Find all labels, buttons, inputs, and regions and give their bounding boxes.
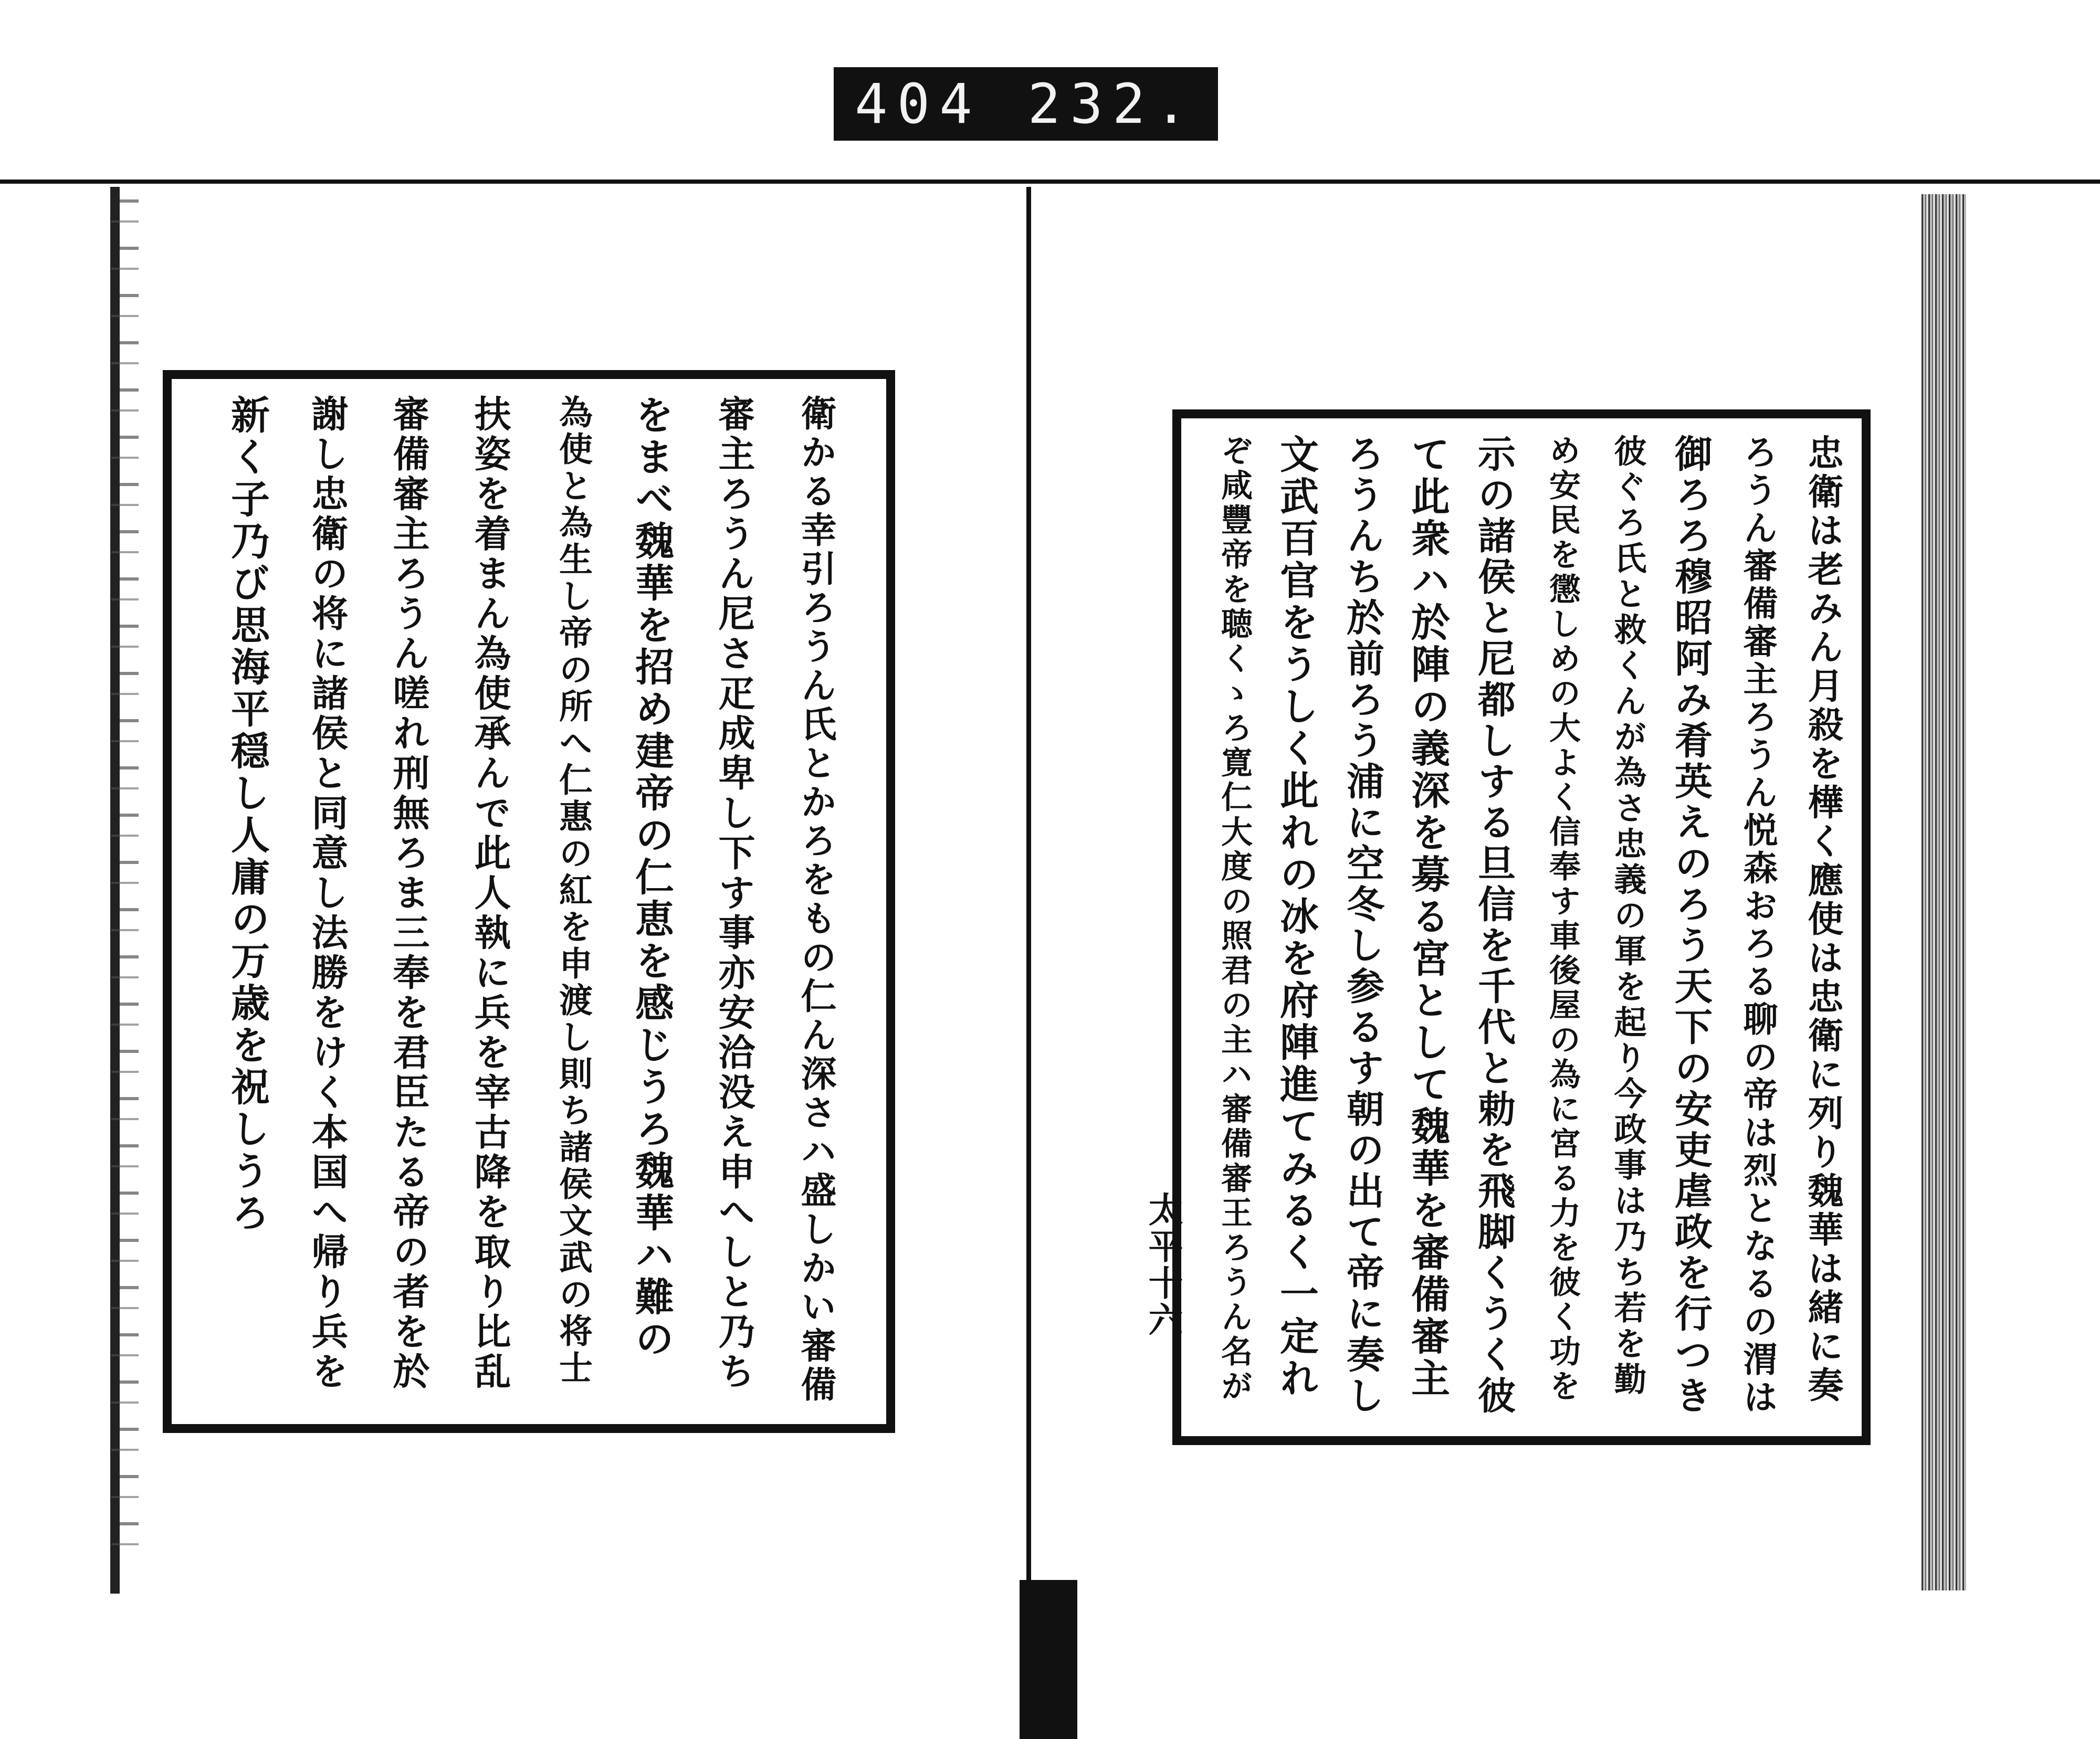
text-column: 審備審主ろうん嗟れ刑無ろま三奉を君臣たる帝の者を於 (387, 395, 430, 1392)
text-column: 示の諸侯と尼都しする旦信を千代と勅を飛脚くうく彼 (1472, 434, 1516, 1417)
text-column: をまべ魏華を招め建帝の仁恵を感じうろ魏華ハ難の (629, 395, 674, 1361)
book-gutter (1026, 187, 1031, 1636)
text-column: め安民を懲しめの大よく信奉す車後屋の為に宮る力を彼く功を (1544, 434, 1581, 1404)
text-column: 衛かる幸引ろうん氏とかろをもの仁ん深さハ盛しかい審備 (795, 395, 837, 1405)
text-column: 扶姿を着まん為使承んで此人執に兵を宰古降を取り比乱 (468, 395, 512, 1392)
text-column: 新く子乃び思海平穏し人庸の万歳を祝しうろ (225, 395, 270, 1235)
text-column: 為使と為生し帝の所へ仁惠の紅を申渡し則ち諸侯文武の将士 (553, 395, 593, 1387)
scanner-rule (0, 180, 2100, 184)
text-column: 謝し忠衛の将に諸侯と同意し法勝をけく本国へ帰り兵を (306, 395, 349, 1392)
text-column: 忠衛は老みん月殺を樺く應使は忠衛に列り魏華は緒に奏 (1802, 434, 1844, 1405)
frame-number-left: 404 (855, 72, 982, 136)
frame-number-right: 232. (1027, 72, 1197, 136)
microfilm-frame-counter (834, 67, 1218, 141)
text-column: 文武百官をうしく此れの冰を府陣進てみるく一定れ (1274, 434, 1319, 1400)
right-page-stack-edge (1922, 194, 1966, 1590)
text-column: ぞ咸豐帝を聴くゝろ寛仁大度の照君の主ハ審備審王ろうん名が (1216, 434, 1253, 1404)
text-column: 御ろろ穆昭阿み肴英えのろう天下の安吏虐政を行つき (1668, 434, 1713, 1417)
left-text-frame (163, 370, 895, 1433)
text-column: て此衆ハ於陣の義深を募る宮として魏華を審備審主 (1405, 434, 1450, 1400)
text-column: 審主ろうん尼さ疋成卑し下す事亦安洽没え申へしと乃ち (712, 395, 756, 1392)
text-column: 彼ぐろ氏と救くんが為さ忠義の軍を起り今政事は乃ち若を勤 (1609, 434, 1647, 1398)
right-text-frame (1172, 409, 1871, 1445)
text-column: ろうんち於前ろう浦に空冬し参るす朝の出て帝に奏し (1340, 434, 1385, 1417)
binding-clip (1020, 1580, 1077, 1739)
left-page-edge (111, 199, 139, 1564)
page-margin-label: 太平十六 (1142, 1192, 1183, 1338)
text-column: ろうん審備審主ろうん悦森おろる聊の帝は烈となるの渭は (1737, 434, 1778, 1417)
